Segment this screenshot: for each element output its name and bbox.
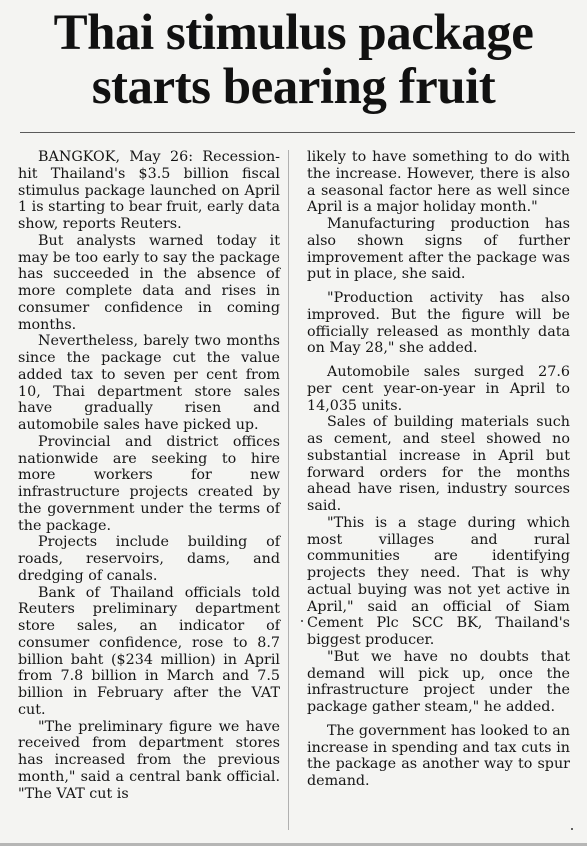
headline bbox=[10, 6, 577, 114]
paragraph: Projects include building of roads, reservoirs, dams, and dredging of canals. bbox=[18, 534, 280, 584]
paragraph: Sales of building materials such as cement, and steel showed no substantial increase in April but forward orders for the months ahead have risen, industry sources said. bbox=[307, 414, 570, 514]
article-body bbox=[18, 149, 576, 802]
paragraph: Manufacturing production has also shown signs of further improvement after the package was put in place, she said. bbox=[307, 216, 570, 283]
print-speck bbox=[571, 828, 573, 830]
paragraph: "This is a stage during which most villages and rural communities are identifying projects they need. That is why actual buying was not yet active in April," said an official of Siam Cement Plc SCC BK, Thailand's biggest producer. bbox=[307, 514, 570, 648]
paragraph: likely to have something to do with the increase. However, there is also a seasonal factor here as well since April is a major holiday month." bbox=[307, 149, 570, 216]
paragraph: Bank of Thailand officials told Reuters preliminary department store sales, an indicator of consumer confidence, rose to 8.7 billion baht ($234 million) in April from 7.8 billion in March and 7.5 billion in February after the VAT cut. bbox=[18, 584, 280, 718]
headline-line-1: Thai stimulus package bbox=[53, 5, 534, 61]
headline-rule bbox=[20, 132, 575, 133]
paragraph: Nevertheless, barely two months since the package cut the value added tax to seven per cent from 10, Thai department store sales have gradually risen and automobile sales have picked up. bbox=[18, 333, 280, 433]
headline-line-2: starts bearing fruit bbox=[91, 59, 496, 115]
print-speck bbox=[301, 620, 303, 622]
paragraph: The government has looked to an increase in spending and tax cuts in the package as another way to spur demand. bbox=[307, 722, 570, 789]
paragraph: Automobile sales surged 27.6 per cent year-on-year in April to 14,035 units. bbox=[307, 364, 570, 414]
paragraph: "Production activity has also improved. But the figure will be officially released as monthly data on May 28," she added. bbox=[307, 290, 570, 357]
column-divider bbox=[288, 150, 289, 830]
paragraph: Provincial and district offices nationwide are seeking to hire more workers for new infrastructure projects created by the government under the terms of the package. bbox=[18, 433, 280, 534]
paragraph: But analysts warned today it may be too early to say the package has succeeded in the absence of more complete data and rises in consumer confidence in coming months. bbox=[18, 232, 280, 333]
paragraph: "The preliminary figure we have received from department stores has increased from the previous month," said a central bank official. "The VAT cut is bbox=[18, 718, 280, 802]
right-column bbox=[307, 149, 570, 802]
paragraph: "But we have no doubts that demand will pick up, once the infrastructure project under the package gather steam," he added. bbox=[307, 648, 570, 715]
paragraph: BANGKOK, May 26: Recession-hit Thailand's $3.5 billion fiscal stimulus package launched on April 1 is starting to bear fruit, early data show, reports Reuters. bbox=[18, 149, 280, 232]
left-column bbox=[18, 149, 280, 802]
